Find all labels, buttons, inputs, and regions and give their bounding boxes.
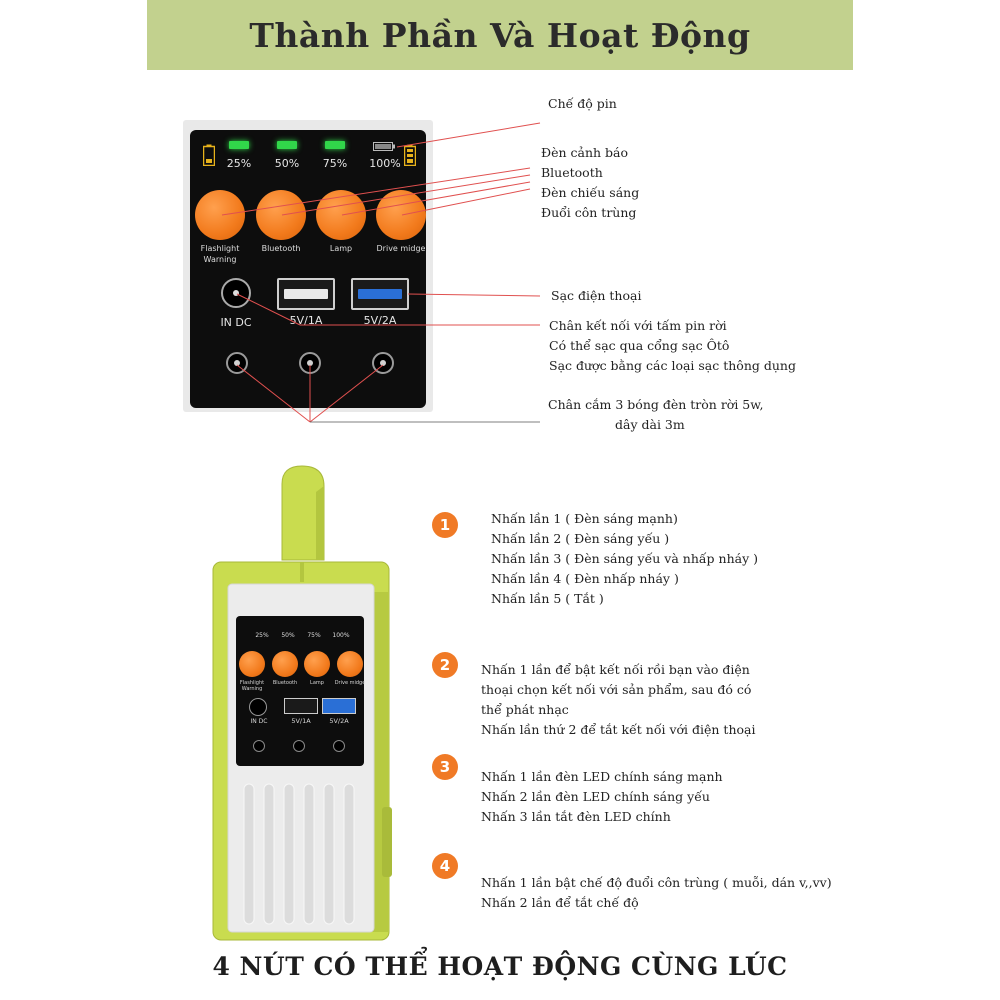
callout-line: dây dài 3m: [615, 417, 685, 432]
step-line: Nhấn lần 4 ( Đèn nhấp nháy ): [491, 571, 679, 586]
usb-1a-label: 5V/1A: [289, 314, 323, 327]
step-1-badge: 1: [432, 512, 458, 538]
mini-level-50: 50%: [281, 632, 295, 639]
level-100: 100%: [369, 157, 401, 170]
mini-drive-midge-label: Drive midge: [334, 680, 366, 686]
mini-usb-2a: [322, 698, 356, 714]
mini-dc-label: IN DC: [250, 718, 268, 725]
label-line: Flashlight: [239, 680, 265, 686]
footer-note: 4 NÚT CÓ THỂ HOẠT ĐỘNG CÙNG LÚC: [212, 952, 788, 981]
page-title: Thành Phần Và Hoạt Động: [249, 15, 751, 55]
step-line: Nhấn lần 3 ( Đèn sáng yếu và nhấp nháy ): [491, 551, 758, 566]
step-line: Nhấn 3 lần tắt đèn LED chính: [481, 809, 671, 824]
callout-line: Bluetooth: [541, 165, 603, 180]
step-line: Nhấn 2 lần đèn LED chính sáng yếu: [481, 789, 710, 804]
mini-lamp-socket-2: [293, 740, 305, 752]
step-4-text: [481, 873, 832, 913]
callout-line: Đèn chiếu sáng: [541, 185, 640, 200]
mini-bluetooth-button[interactable]: [272, 651, 298, 677]
callout-dc-in: [549, 316, 796, 376]
lamp-label: Lamp: [329, 244, 353, 253]
callout-lines: [0, 0, 1000, 460]
callout-line: Đèn cảnh báo: [541, 145, 629, 160]
step-line: Nhấn lần thứ 2 để tắt kết nối với điện thoại: [481, 722, 756, 737]
callout-line: Đuổi côn trùng: [541, 205, 637, 220]
mini-dc-port: [249, 698, 267, 716]
mini-flashlight-button[interactable]: [239, 651, 265, 677]
mini-flashlight-label: [236, 680, 268, 692]
mini-usb-1a-label: 5V/1A: [291, 717, 311, 725]
mini-lamp-label: Lamp: [310, 680, 324, 686]
bluetooth-label: Bluetooth: [261, 244, 301, 253]
step-line: Nhấn lần 5 ( Tắt ): [491, 591, 604, 606]
step-line: Nhấn 2 lần để tắt chế độ: [481, 895, 639, 910]
callout-line: Chân kết nối với tấm pin rời: [549, 318, 727, 333]
label-line: Warning: [241, 686, 263, 692]
label-line: Warning: [203, 255, 237, 264]
mini-level-25: 25%: [255, 632, 269, 639]
mini-lamp-socket-1: [253, 740, 265, 752]
mini-level-100: 100%: [332, 632, 350, 639]
step-2-badge: 2: [432, 652, 458, 678]
step-3-badge: 3: [432, 754, 458, 780]
mini-level-75: 75%: [307, 632, 321, 639]
step-4-badge: 4: [432, 853, 458, 879]
mini-usb-2a-label: 5V/2A: [329, 717, 349, 725]
label-line: Flashlight: [200, 244, 240, 253]
step-line: Nhấn 1 lần để bật kết nối rồi bạn vào điện: [481, 662, 750, 677]
step-line: thoại chọn kết nối với sản phẩm, sau đó có: [481, 682, 752, 697]
step-2-text: [481, 660, 755, 740]
mini-lamp-socket-3: [333, 740, 345, 752]
dc-in-label: IN DC: [220, 316, 252, 329]
callout-line: Sạc được bằng các loại sạc thông dụng: [549, 358, 796, 373]
mini-lamp-button[interactable]: [304, 651, 330, 677]
step-3-text: [481, 767, 723, 827]
callout-phone-charge: Sạc điện thoại: [551, 288, 642, 303]
step-1-text: [491, 509, 758, 609]
callout-line: Có thể sạc qua cổng sạc Ôtô: [549, 338, 730, 353]
callout-line: Chân cắm 3 bóng đèn tròn rời 5w,: [548, 397, 764, 412]
step-line: Nhấn 1 lần đèn LED chính sáng mạnh: [481, 769, 723, 784]
level-50: 50%: [274, 157, 300, 170]
drive-midge-label: Drive midge: [376, 244, 426, 253]
usb-2a-label: 5V/2A: [363, 314, 397, 327]
callout-lamps: [548, 395, 763, 435]
callout-buttons: [541, 143, 639, 223]
callout-battery-mode: Chế độ pin: [548, 96, 617, 111]
mini-usb-1a: [284, 698, 318, 714]
level-25: 25%: [226, 157, 252, 170]
level-75: 75%: [322, 157, 348, 170]
mini-bluetooth-label: Bluetooth: [272, 680, 298, 686]
step-line: thể phát nhạc: [481, 702, 569, 717]
step-line: Nhấn 1 lần bật chế độ đuổi côn trùng ( muỗi, dán v,,vv): [481, 875, 832, 890]
step-line: Nhấn lần 2 ( Đèn sáng yếu ): [491, 531, 670, 546]
step-line: Nhấn lần 1 ( Đèn sáng mạnh): [491, 511, 678, 526]
mini-drive-midge-button[interactable]: [337, 651, 363, 677]
